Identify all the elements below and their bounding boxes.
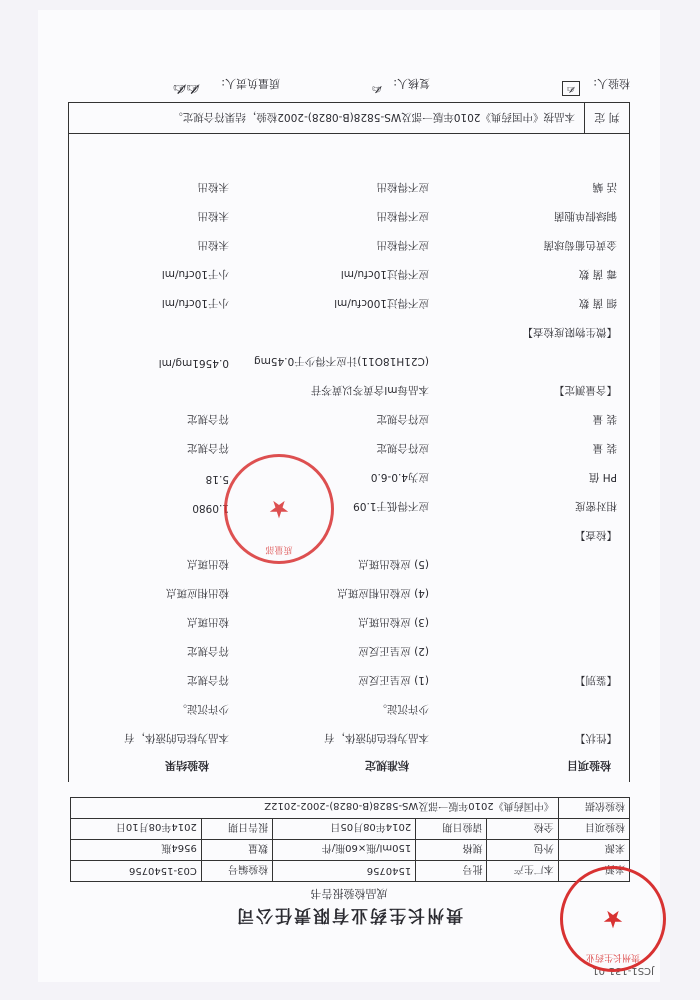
info-cell: 本厂生产 xyxy=(487,861,558,882)
results-section xyxy=(68,133,630,782)
result-standard: 应不得检出 xyxy=(376,239,429,251)
inspector-label: 检验人: xyxy=(593,77,630,90)
result-result: 5.18 xyxy=(205,473,229,485)
result-standard: 应为4.0-6.0 xyxy=(370,471,429,483)
info-cell: C03-1540756 xyxy=(71,861,202,882)
result-item: 【性状】 xyxy=(575,732,617,744)
result-standard: (5) 应检出斑点 xyxy=(358,558,429,570)
result-result: 未检出 xyxy=(197,210,229,222)
result-standard: 应符合规定 xyxy=(376,442,429,454)
info-cell: 150ml/瓶×60瓶/件 xyxy=(273,840,416,861)
reviewer-label: 复核人: xyxy=(393,77,430,90)
result-standard: (3) 应检出斑点 xyxy=(358,616,429,628)
basis-row xyxy=(71,798,630,819)
result-result: 小于10cfu/ml xyxy=(161,297,229,309)
result-item: 霉 菌 数 xyxy=(578,268,617,280)
verdict-row xyxy=(68,102,630,134)
info-row xyxy=(71,819,630,840)
result-standard: 应不得低于1.09 xyxy=(353,500,429,512)
result-standard: 应不得检出 xyxy=(376,181,429,193)
result-standard: (4) 应检出相应斑点 xyxy=(337,587,429,599)
info-cell: 全检 xyxy=(487,819,558,840)
result-item: 【检查】 xyxy=(575,529,617,541)
info-cell: 规格 xyxy=(416,840,487,861)
info-cell: 检验编号 xyxy=(201,861,272,882)
result-standard: (2) 应呈正反应 xyxy=(358,645,429,657)
result-item: 细 菌 数 xyxy=(578,297,617,309)
info-table xyxy=(70,797,630,882)
info-cell: 请验日期 xyxy=(416,819,487,840)
result-item: 装 量 xyxy=(592,413,617,425)
result-result: 检出相应斑点 xyxy=(166,587,229,599)
result-standard: 少许沉淀。 xyxy=(376,703,429,715)
result-result: 少许沉淀。 xyxy=(176,703,229,715)
result-result: 1.0980 xyxy=(192,502,229,514)
result-item: 相对密度 xyxy=(575,500,617,512)
report-title: 成品检验报告书 xyxy=(310,887,388,900)
result-standard: (1) 应呈正反应 xyxy=(358,674,429,686)
result-result: 0.4561mg/ml xyxy=(158,357,229,369)
result-standard: 应符合规定 xyxy=(376,413,429,425)
info-cell: 来源 xyxy=(558,840,629,861)
info-cell: 报告日期 xyxy=(201,819,272,840)
result-standard: 本品为棕色的液体，有 xyxy=(324,732,429,744)
info-cell: 1540756 xyxy=(273,861,416,882)
result-result: 符合规定 xyxy=(187,645,229,657)
result-result: 符合规定 xyxy=(187,413,229,425)
info-cell: 2014年08月10日 xyxy=(71,819,202,840)
result-item: 【微生物限度检查】 xyxy=(522,326,617,338)
info-cell: 2014年08月05日 xyxy=(273,819,416,840)
result-item: 活 螨 xyxy=(592,181,617,193)
result-item: PH 值 xyxy=(588,471,617,483)
result-result: 本品为棕色的液体，有 xyxy=(124,732,229,744)
col-header-standard: 标准规定 xyxy=(365,759,409,772)
result-result: 检出斑点 xyxy=(187,558,229,570)
result-item: 装 量 xyxy=(592,442,617,454)
info-cell: 检验项目 xyxy=(558,819,629,840)
result-standard: (C21H18O11)计应不得少于0.45mg xyxy=(253,355,429,367)
report-sheet xyxy=(38,10,660,982)
star-icon: ★ xyxy=(268,495,290,523)
result-standard: 应不得检出 xyxy=(376,210,429,222)
company-name: 贵州长生药业有限责任公司 xyxy=(235,905,463,925)
basis-label: 检验依据 xyxy=(558,798,629,819)
result-result: 未检出 xyxy=(197,181,229,193)
result-result: 小于10cfu/ml xyxy=(161,268,229,280)
verdict-text: 本品按《中国药典》2010年版一部及WS-5828(B-0828)-2002检验，结果符合规定。 xyxy=(172,111,575,123)
result-result: 符合规定 xyxy=(187,674,229,686)
result-standard: 本品每ml含黄芩以黄芩苷 xyxy=(310,384,429,396)
result-standard: 应不得过100cfu/ml xyxy=(334,297,429,309)
info-cell: 来源 xyxy=(558,861,629,882)
info-cell: 外包 xyxy=(487,840,558,861)
info-cell: 9564瓶 xyxy=(71,840,202,861)
inspector-signature: ✍ xyxy=(562,81,580,96)
company-seal: 贵州长生药业 ★ xyxy=(560,866,666,972)
signature-line xyxy=(38,68,660,98)
verdict-label: 判 定 xyxy=(584,103,629,133)
basis-value: 《中国药典》2010年版一部及WS-5828(B-0828)-2002-2012Z xyxy=(71,798,559,819)
result-result: 未检出 xyxy=(197,239,229,251)
info-cell: 批号 xyxy=(416,861,487,882)
col-header-result: 检验结果 xyxy=(165,759,209,772)
qa-signature: ✍✍ xyxy=(173,79,200,98)
qa-label: 质量负责人: xyxy=(221,77,280,90)
star-icon: ★ xyxy=(602,905,624,933)
document-code: JCS1-131-01 xyxy=(592,965,654,976)
result-item: 【鉴别】 xyxy=(575,674,617,686)
info-cell: 数量 xyxy=(201,840,272,861)
reviewer-signature: ✍ xyxy=(371,82,382,96)
result-item: 【含量测定】 xyxy=(554,384,617,396)
result-item: 金黄色葡萄球菌 xyxy=(543,239,617,251)
result-standard: 应不得过10cfu/ml xyxy=(340,268,429,280)
col-header-item: 检验项目 xyxy=(567,759,611,772)
info-row xyxy=(71,840,630,861)
info-row xyxy=(71,861,630,882)
result-result: 符合规定 xyxy=(187,442,229,454)
result-result: 检出斑点 xyxy=(187,616,229,628)
result-item: 铜绿假单胞菌 xyxy=(554,210,617,222)
qa-seal: 质量部 ★ xyxy=(224,454,334,564)
